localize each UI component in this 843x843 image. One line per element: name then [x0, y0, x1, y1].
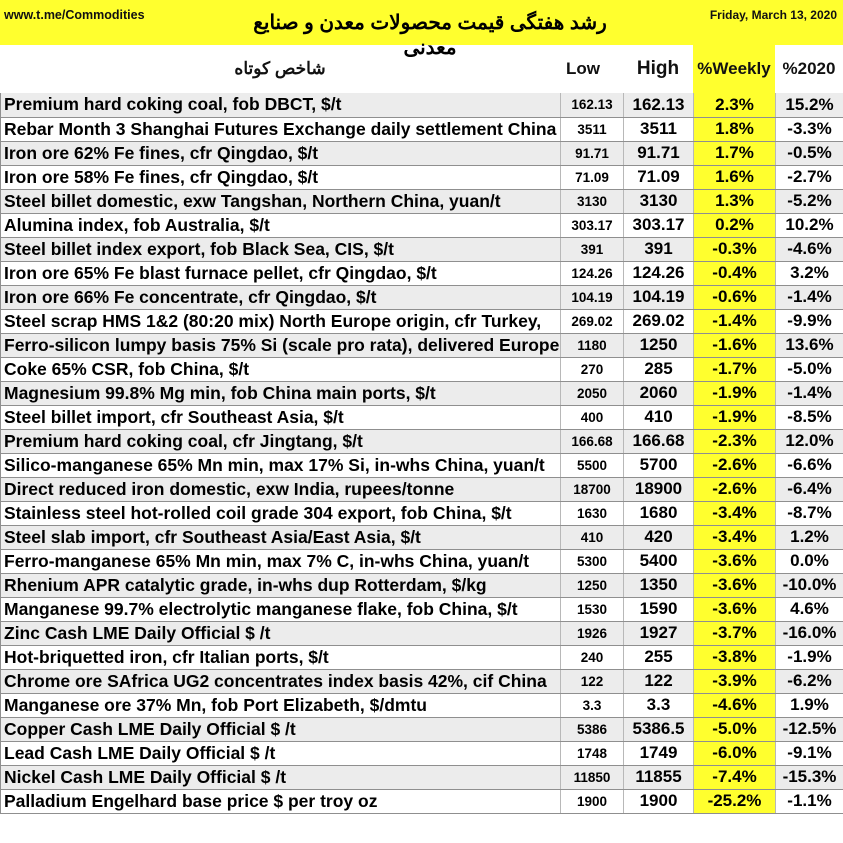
table-row: [1, 333, 843, 357]
low-value: 1630: [561, 501, 624, 525]
ytd-change: 0.0%: [776, 549, 843, 573]
report-date: Friday, March 13, 2020: [709, 8, 837, 22]
weekly-change: 1.3%: [694, 189, 776, 213]
channel-link[interactable]: www.t.me/Commodities: [4, 8, 145, 22]
table-row: [1, 381, 843, 405]
table-row: [1, 693, 843, 717]
low-value: 5500: [561, 453, 624, 477]
ytd-change: 13.6%: [776, 333, 843, 357]
weekly-change: -2.6%: [694, 477, 776, 501]
low-value: 5386: [561, 717, 624, 741]
commodity-name: Rebar Month 3 Shanghai Futures Exchange daily settlement China: [1, 117, 561, 141]
high-value: 3.3: [624, 693, 694, 717]
table-row: [1, 669, 843, 693]
table-row: [1, 525, 843, 549]
high-value: 3130: [624, 189, 694, 213]
weekly-change: 0.2%: [694, 213, 776, 237]
low-value: 240: [561, 645, 624, 669]
weekly-change: -3.9%: [694, 669, 776, 693]
ytd-change: -5.2%: [776, 189, 843, 213]
high-value: 303.17: [624, 213, 694, 237]
ytd-change: -16.0%: [776, 621, 843, 645]
low-value: 166.68: [561, 429, 624, 453]
high-value: 269.02: [624, 309, 694, 333]
commodity-name: Stainless steel hot-rolled coil grade 304 export, fob China, $/t: [1, 501, 561, 525]
table-row: [1, 189, 843, 213]
ytd-change: -6.6%: [776, 453, 843, 477]
ytd-change: 15.2%: [776, 93, 843, 117]
table-row: [1, 117, 843, 141]
ytd-change: -6.2%: [776, 669, 843, 693]
table-row: [1, 357, 843, 381]
column-header-low: Low: [566, 59, 600, 78]
ytd-change: 12.0%: [776, 429, 843, 453]
table-row: [1, 213, 843, 237]
weekly-change: -1.4%: [694, 309, 776, 333]
low-value: 410: [561, 525, 624, 549]
weekly-change: -2.3%: [694, 429, 776, 453]
commodity-name: Palladium Engelhard base price $ per troy oz: [1, 789, 561, 813]
high-value: 91.71: [624, 141, 694, 165]
low-value: 1900: [561, 789, 624, 813]
table-row: [1, 285, 843, 309]
weekly-change: -0.6%: [694, 285, 776, 309]
ytd-change: 10.2%: [776, 213, 843, 237]
weekly-change: 1.8%: [694, 117, 776, 141]
low-value: 122: [561, 669, 624, 693]
high-value: 410: [624, 405, 694, 429]
high-value: 124.26: [624, 261, 694, 285]
table-row: [1, 261, 843, 285]
weekly-change: -6.0%: [694, 741, 776, 765]
weekly-change: -3.7%: [694, 621, 776, 645]
low-value: 303.17: [561, 213, 624, 237]
low-value: 5300: [561, 549, 624, 573]
weekly-change: 1.6%: [694, 165, 776, 189]
commodity-name: Coke 65% CSR, fob China, $/t: [1, 357, 561, 381]
table-row: [1, 237, 843, 261]
commodity-name: Manganese ore 37% Mn, fob Port Elizabeth, $/dmtu: [1, 693, 561, 717]
commodity-name: Steel billet index export, fob Black Sea, CIS, $/t: [1, 237, 561, 261]
title-banner: [0, 0, 843, 59]
commodity-name: Zinc Cash LME Daily Official $ /t: [1, 621, 561, 645]
table-row: [1, 717, 843, 741]
high-value: 104.19: [624, 285, 694, 309]
commodity-name: Iron ore 66% Fe concentrate, cfr Qingdao, $/t: [1, 285, 561, 309]
weekly-change: -4.6%: [694, 693, 776, 717]
table-row: [1, 477, 843, 501]
table-row: [1, 165, 843, 189]
ytd-change: 1.9%: [776, 693, 843, 717]
ytd-change: -9.1%: [776, 741, 843, 765]
weekly-change: -1.9%: [694, 381, 776, 405]
commodity-name: Premium hard coking coal, fob DBCT, $/t: [1, 93, 561, 117]
high-value: 1900: [624, 789, 694, 813]
commodity-name: Steel billet import, cfr Southeast Asia, $/t: [1, 405, 561, 429]
table-row: [1, 741, 843, 765]
low-value: 124.26: [561, 261, 624, 285]
high-value: 122: [624, 669, 694, 693]
weekly-change: -1.7%: [694, 357, 776, 381]
low-value: 162.13: [561, 93, 624, 117]
low-value: 1926: [561, 621, 624, 645]
weekly-change: -3.8%: [694, 645, 776, 669]
table-row: [1, 573, 843, 597]
low-value: 3130: [561, 189, 624, 213]
commodity-name: Iron ore 58% Fe fines, cfr Qingdao, $/t: [1, 165, 561, 189]
table-row: [1, 405, 843, 429]
low-value: 18700: [561, 477, 624, 501]
ytd-change: -1.9%: [776, 645, 843, 669]
table-row: [1, 621, 843, 645]
high-value: 420: [624, 525, 694, 549]
column-header-high: High: [636, 58, 680, 79]
column-header-weekly: %Weekly: [693, 45, 775, 93]
high-value: 5400: [624, 549, 694, 573]
ytd-change: -10.0%: [776, 573, 843, 597]
low-value: 391: [561, 237, 624, 261]
commodity-name: Copper Cash LME Daily Official $ /t: [1, 717, 561, 741]
weekly-change: -7.4%: [694, 765, 776, 789]
weekly-change: -1.9%: [694, 405, 776, 429]
ytd-change: -12.5%: [776, 717, 843, 741]
ytd-change: -1.4%: [776, 285, 843, 309]
column-header-name: شاخص کوتاه: [234, 59, 326, 78]
weekly-change: 2.3%: [694, 93, 776, 117]
ytd-change: -1.4%: [776, 381, 843, 405]
ytd-change: -6.4%: [776, 477, 843, 501]
ytd-change: 4.6%: [776, 597, 843, 621]
low-value: 71.09: [561, 165, 624, 189]
high-value: 255: [624, 645, 694, 669]
commodity-name: Iron ore 65% Fe blast furnace pellet, cfr Qingdao, $/t: [1, 261, 561, 285]
column-header-row: [0, 45, 843, 93]
commodity-name: Steel slab import, cfr Southeast Asia/East Asia, $/t: [1, 525, 561, 549]
low-value: 91.71: [561, 141, 624, 165]
commodity-name: Premium hard coking coal, cfr Jingtang, $/t: [1, 429, 561, 453]
low-value: 1530: [561, 597, 624, 621]
commodity-name: Ferro-manganese 65% Mn min, max 7% C, in-whs China, yuan/t: [1, 549, 561, 573]
price-table: [0, 93, 843, 814]
weekly-change: -3.6%: [694, 597, 776, 621]
commodity-name: Steel billet domestic, exw Tangshan, Northern China, yuan/t: [1, 189, 561, 213]
commodity-name: Lead Cash LME Daily Official $ /t: [1, 741, 561, 765]
low-value: 1180: [561, 333, 624, 357]
commodity-name: Manganese 99.7% electrolytic manganese flake, fob China, $/t: [1, 597, 561, 621]
table-row: [1, 429, 843, 453]
ytd-change: -15.3%: [776, 765, 843, 789]
high-value: 2060: [624, 381, 694, 405]
commodity-name: Alumina index, fob Australia, $/t: [1, 213, 561, 237]
table-row: [1, 453, 843, 477]
commodity-name: Ferro-silicon lumpy basis 75% Si (scale pro rata), delivered Europe: [1, 333, 561, 357]
table-row: [1, 789, 843, 813]
commodity-name: Chrome ore SAfrica UG2 concentrates index basis 42%, cif China: [1, 669, 561, 693]
high-value: 11855: [624, 765, 694, 789]
ytd-change: -8.7%: [776, 501, 843, 525]
table-row: [1, 141, 843, 165]
ytd-change: -9.9%: [776, 309, 843, 333]
ytd-change: -2.7%: [776, 165, 843, 189]
weekly-change: -3.6%: [694, 549, 776, 573]
weekly-change: -3.6%: [694, 573, 776, 597]
high-value: 5700: [624, 453, 694, 477]
ytd-change: -4.6%: [776, 237, 843, 261]
ytd-change: 1.2%: [776, 525, 843, 549]
low-value: 269.02: [561, 309, 624, 333]
low-value: 400: [561, 405, 624, 429]
low-value: 3511: [561, 117, 624, 141]
low-value: 11850: [561, 765, 624, 789]
ytd-change: -8.5%: [776, 405, 843, 429]
table-row: [1, 765, 843, 789]
weekly-change: -1.6%: [694, 333, 776, 357]
commodity-name: Iron ore 62% Fe fines, cfr Qingdao, $/t: [1, 141, 561, 165]
high-value: 1350: [624, 573, 694, 597]
low-value: 104.19: [561, 285, 624, 309]
high-value: 285: [624, 357, 694, 381]
table-row: [1, 309, 843, 333]
ytd-change: -3.3%: [776, 117, 843, 141]
ytd-change: -0.5%: [776, 141, 843, 165]
weekly-change: -0.4%: [694, 261, 776, 285]
weekly-change: -3.4%: [694, 525, 776, 549]
high-value: 1590: [624, 597, 694, 621]
page-title: رشد هفتگی قیمت محصولات معدن و صنایع معدنی: [253, 12, 607, 59]
high-value: 1250: [624, 333, 694, 357]
commodity-name: Steel scrap HMS 1&2 (80:20 mix) North Europe origin, cfr Turkey,: [1, 309, 561, 333]
ytd-change: -5.0%: [776, 357, 843, 381]
commodity-name: Direct reduced iron domestic, exw India, rupees/tonne: [1, 477, 561, 501]
high-value: 5386.5: [624, 717, 694, 741]
column-header-ytd: %2020: [782, 59, 836, 78]
weekly-change: -5.0%: [694, 717, 776, 741]
weekly-change: -0.3%: [694, 237, 776, 261]
table-row: [1, 645, 843, 669]
table-row: [1, 597, 843, 621]
high-value: 1680: [624, 501, 694, 525]
low-value: 1250: [561, 573, 624, 597]
high-value: 391: [624, 237, 694, 261]
high-value: 3511: [624, 117, 694, 141]
table-row: [1, 549, 843, 573]
high-value: 166.68: [624, 429, 694, 453]
commodity-name: Silico-manganese 65% Mn min, max 17% Si, in-whs China, yuan/t: [1, 453, 561, 477]
high-value: 162.13: [624, 93, 694, 117]
high-value: 1927: [624, 621, 694, 645]
commodity-name: Nickel Cash LME Daily Official $ /t: [1, 765, 561, 789]
high-value: 71.09: [624, 165, 694, 189]
ytd-change: -1.1%: [776, 789, 843, 813]
commodity-name: Magnesium 99.8% Mg min, fob China main ports, $/t: [1, 381, 561, 405]
weekly-change: 1.7%: [694, 141, 776, 165]
weekly-change: -25.2%: [694, 789, 776, 813]
table-row: [1, 501, 843, 525]
high-value: 1749: [624, 741, 694, 765]
commodity-name: Rhenium APR catalytic grade, in-whs dup Rotterdam, $/kg: [1, 573, 561, 597]
low-value: 270: [561, 357, 624, 381]
table-row: [1, 93, 843, 117]
weekly-change: -3.4%: [694, 501, 776, 525]
ytd-change: 3.2%: [776, 261, 843, 285]
weekly-change: -2.6%: [694, 453, 776, 477]
high-value: 18900: [624, 477, 694, 501]
low-value: 1748: [561, 741, 624, 765]
commodity-name: Hot-briquetted iron, cfr Italian ports, $/t: [1, 645, 561, 669]
low-value: 3.3: [561, 693, 624, 717]
low-value: 2050: [561, 381, 624, 405]
